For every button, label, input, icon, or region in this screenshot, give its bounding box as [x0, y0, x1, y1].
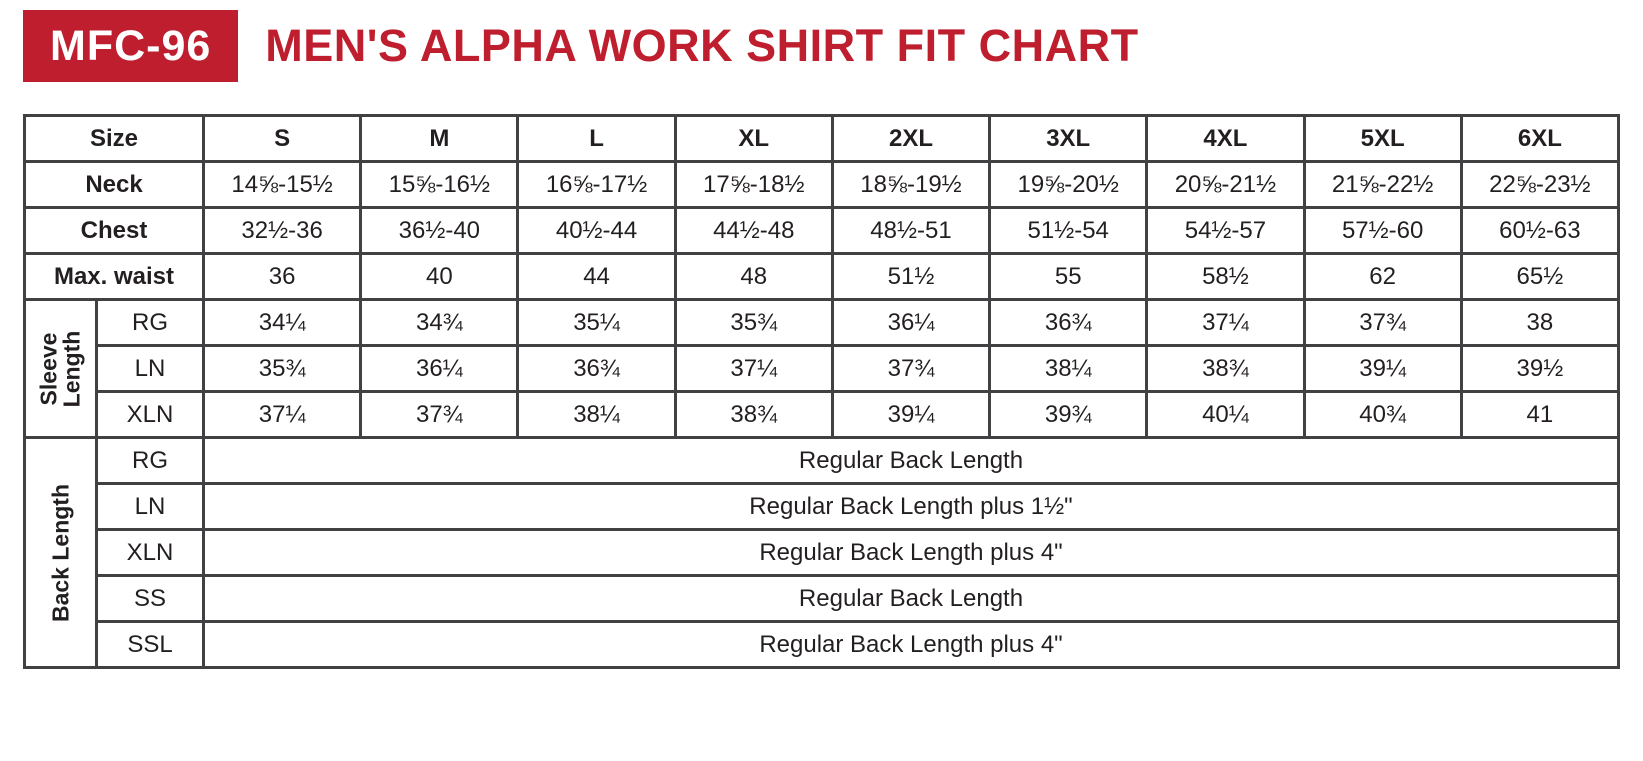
back-xln-value: Regular Back Length plus 4" [204, 530, 1619, 576]
size-header: 4XL [1147, 116, 1304, 162]
max-waist-value: 44 [518, 254, 675, 300]
neck-value: 19⅝-20½ [990, 162, 1147, 208]
sleeve-ln-value: 39½ [1461, 346, 1618, 392]
neck-value: 20⅝-21½ [1147, 162, 1304, 208]
back-ss-value: Regular Back Length [204, 576, 1619, 622]
sleeve-xln-value: 37¾ [361, 392, 518, 438]
sleeve-rg-value: 35¼ [518, 300, 675, 346]
sleeve-ln-value: 37¾ [832, 346, 989, 392]
chest-value: 36½-40 [361, 208, 518, 254]
size-header: S [204, 116, 361, 162]
sleeve-rg-value: 38 [1461, 300, 1618, 346]
sleeve-rg-value: 36¼ [832, 300, 989, 346]
size-row-label: Size [25, 116, 204, 162]
sleeve-xln-value: 38¼ [518, 392, 675, 438]
max-waist-value: 62 [1304, 254, 1461, 300]
sleeve-rg-value: 34¾ [361, 300, 518, 346]
back-rg-value: Regular Back Length [204, 438, 1619, 484]
chest-value: 54½-57 [1147, 208, 1304, 254]
max-waist-value: 36 [204, 254, 361, 300]
fit-chart-table [23, 114, 1620, 669]
table-row-sleeve-xln [25, 392, 1619, 438]
neck-value: 21⅝-22½ [1304, 162, 1461, 208]
table-row-back-rg [25, 438, 1619, 484]
size-header: XL [675, 116, 832, 162]
sleeve-ln-value: 36¼ [361, 346, 518, 392]
back-ssl-value: Regular Back Length plus 4" [204, 622, 1619, 668]
back-xln-label: XLN [97, 530, 204, 576]
sleeve-xln-label: XLN [97, 392, 204, 438]
chest-value: 60½-63 [1461, 208, 1618, 254]
product-code-badge: MFC-96 [23, 10, 238, 82]
back-length-group-label [25, 438, 97, 668]
back-rg-label: RG [97, 438, 204, 484]
sleeve-ln-value: 38¾ [1147, 346, 1304, 392]
max-waist-value: 40 [361, 254, 518, 300]
back-ss-label: SS [97, 576, 204, 622]
table-row-max-waist [25, 254, 1619, 300]
chest-value: 32½-36 [204, 208, 361, 254]
size-header: 5XL [1304, 116, 1461, 162]
sleeve-rg-value: 37¼ [1147, 300, 1304, 346]
page-title: MEN'S ALPHA WORK SHIRT FIT CHART [265, 20, 1139, 71]
sleeve-ln-value: 35¾ [204, 346, 361, 392]
chest-value: 48½-51 [832, 208, 989, 254]
table-row-back-xln [25, 530, 1619, 576]
max-waist-row-label: Max. waist [25, 254, 204, 300]
sleeve-ln-value: 37¼ [675, 346, 832, 392]
neck-value: 15⅝-16½ [361, 162, 518, 208]
size-header: L [518, 116, 675, 162]
max-waist-value: 55 [990, 254, 1147, 300]
max-waist-value: 48 [675, 254, 832, 300]
sleeve-xln-value: 41 [1461, 392, 1618, 438]
sleeve-rg-value: 37¾ [1304, 300, 1461, 346]
table-row-back-ss [25, 576, 1619, 622]
back-length-label-text: Back Length [46, 483, 73, 622]
sleeve-rg-value: 35¾ [675, 300, 832, 346]
table-row-back-ln [25, 484, 1619, 530]
sleeve-rg-label: RG [97, 300, 204, 346]
table-row-back-ssl [25, 622, 1619, 668]
sleeve-xln-value: 37¼ [204, 392, 361, 438]
back-ssl-label: SSL [97, 622, 204, 668]
chest-row-label: Chest [25, 208, 204, 254]
size-header: 2XL [832, 116, 989, 162]
sleeve-ln-value: 38¼ [990, 346, 1147, 392]
max-waist-value: 51½ [832, 254, 989, 300]
sleeve-ln-value: 36¾ [518, 346, 675, 392]
sleeve-xln-value: 38¾ [675, 392, 832, 438]
table-row-chest [25, 208, 1619, 254]
size-header: M [361, 116, 518, 162]
sleeve-length-label-text: Sleeve Length [35, 330, 85, 407]
max-waist-value: 65½ [1461, 254, 1618, 300]
sleeve-rg-value: 36¾ [990, 300, 1147, 346]
sleeve-xln-value: 39¾ [990, 392, 1147, 438]
sleeve-xln-value: 39¼ [832, 392, 989, 438]
table-row-neck [25, 162, 1619, 208]
table-row-sizes [25, 116, 1619, 162]
size-header: 6XL [1461, 116, 1618, 162]
chest-value: 40½-44 [518, 208, 675, 254]
sleeve-rg-value: 34¼ [204, 300, 361, 346]
table-row-sleeve-rg [25, 300, 1619, 346]
size-header: 3XL [990, 116, 1147, 162]
neck-value: 18⅝-19½ [832, 162, 989, 208]
sleeve-ln-value: 39¼ [1304, 346, 1461, 392]
sleeve-length-group-label [25, 300, 97, 438]
back-ln-value: Regular Back Length plus 1½" [204, 484, 1619, 530]
chest-value: 44½-48 [675, 208, 832, 254]
max-waist-value: 58½ [1147, 254, 1304, 300]
page-header [23, 9, 1620, 83]
neck-row-label: Neck [25, 162, 204, 208]
back-ln-label: LN [97, 484, 204, 530]
neck-value: 14⅝-15½ [204, 162, 361, 208]
neck-value: 16⅝-17½ [518, 162, 675, 208]
chest-value: 57½-60 [1304, 208, 1461, 254]
chest-value: 51½-54 [990, 208, 1147, 254]
sleeve-xln-value: 40¼ [1147, 392, 1304, 438]
neck-value: 22⅝-23½ [1461, 162, 1618, 208]
neck-value: 17⅝-18½ [675, 162, 832, 208]
sleeve-xln-value: 40¾ [1304, 392, 1461, 438]
table-row-sleeve-ln [25, 346, 1619, 392]
sleeve-ln-label: LN [97, 346, 204, 392]
